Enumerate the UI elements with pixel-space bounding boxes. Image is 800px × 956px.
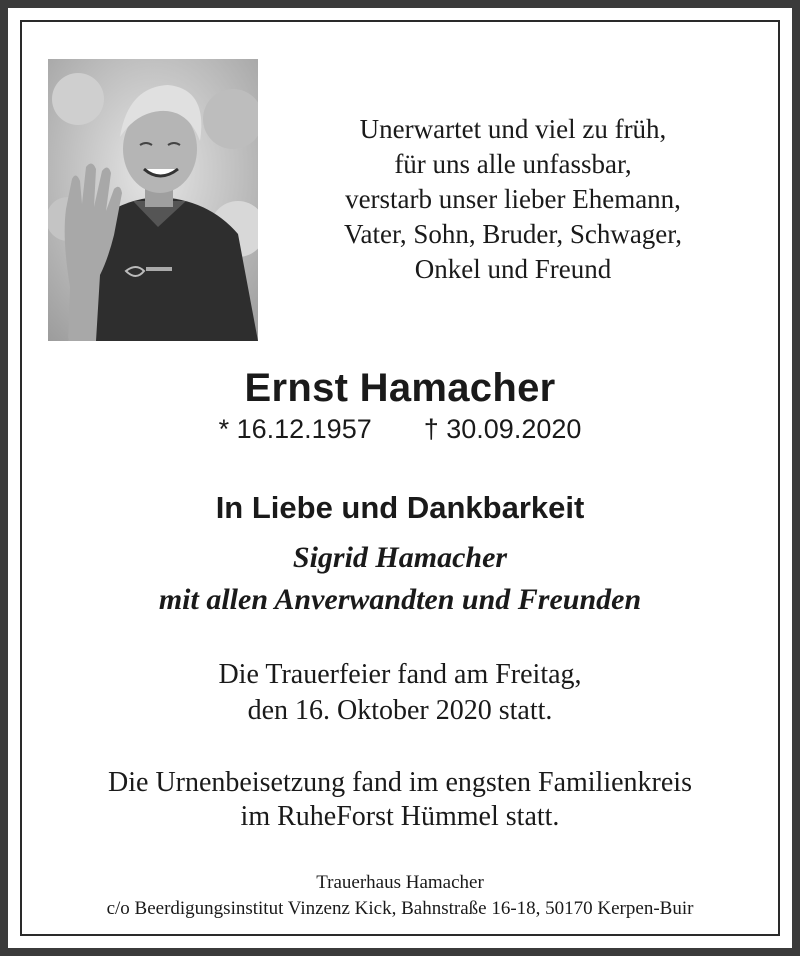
portrait-photo: [48, 59, 258, 341]
footer-line: c/o Beerdigungsinstitut Vinzenz Kick, Bahnstraße 16-18, 50170 Kerpen-Buir: [106, 898, 694, 919]
ceremony-line: den 16. Oktober 2020 statt.: [247, 695, 553, 726]
footer-line: Trauerhaus Hamacher: [316, 872, 484, 893]
urn-burial-info: [8, 766, 792, 834]
urn-line: im RuheForst Hümmel statt.: [240, 801, 560, 832]
mourner-line: mit allen Anverwandten und Freunden: [158, 583, 642, 616]
intro-line: verstarb unser lieber Ehemann,: [345, 184, 681, 214]
obituary-card: [8, 8, 792, 948]
mourner-line: Sigrid Hamacher: [292, 541, 508, 574]
intro-text: [283, 112, 743, 287]
urn-line: Die Urnenbeisetzung fand im engsten Familienkreis: [108, 767, 692, 798]
intro-line: Vater, Sohn, Bruder, Schwager,: [344, 219, 682, 249]
intro-line: für uns alle unfassbar,: [394, 149, 632, 179]
ceremony-info: [8, 657, 792, 729]
birth-date: * 16.12.1957: [218, 414, 372, 444]
tagline: In Liebe und Dankbarkeit: [215, 490, 585, 525]
ceremony-line: Die Trauerfeier fand am Freitag,: [218, 659, 582, 690]
intro-line: Onkel und Freund: [414, 254, 612, 284]
mourners: [8, 537, 792, 621]
life-dates: [8, 411, 792, 447]
death-date: † 30.09.2020: [423, 414, 582, 444]
intro-line: Unerwartet und viel zu früh,: [359, 114, 667, 144]
deceased-name: Ernst Hamacher: [244, 366, 556, 410]
footer-address: [8, 870, 792, 922]
